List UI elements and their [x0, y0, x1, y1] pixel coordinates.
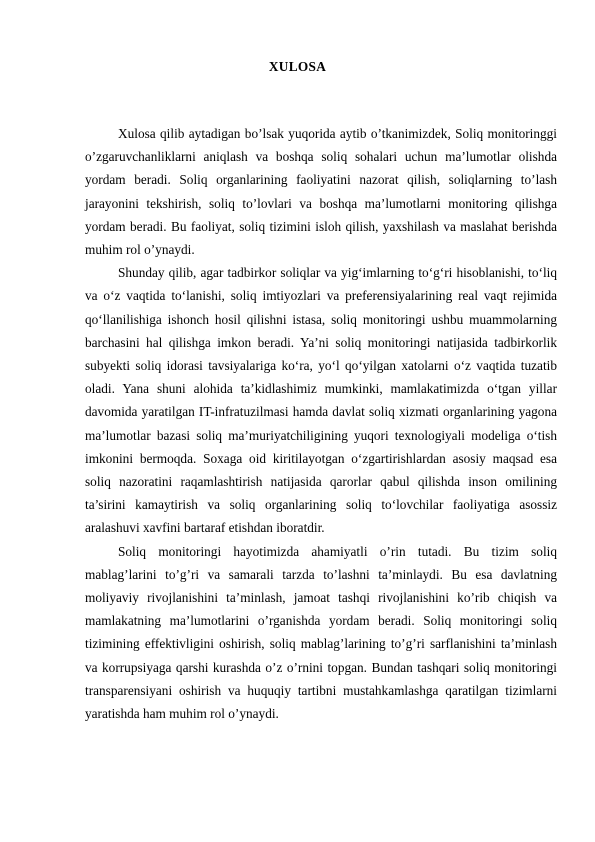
- paragraph-2: Shunday qilib, agar tadbirkor soliqlar va yig‘imlarning to‘g‘ri hisoblanishi, to‘liq va o‘z vaqtida to‘lanishi, soliq imtiyozlari va preferensiyalarining real vaqt rejimida qo‘llanilishiga ishonch hosil qilishni istasa, soliq monitoringi ushbu muammolarning barchasini hal qilishga imkon beradi. Ya’ni soliq monitoringi natijasida tadbirkorlik subyekti soliq idorasi tavsiyalariga ko‘ra, yo‘l qo‘yilgan xatolarni o‘z vaqtida tuzatib oladi. Yana shuni alohida ta’kidlashimiz mumkinki, mamlakatimizda o‘tgan yillar davomida yaratilgan IT-infratuzilmasi hamda davlat soliq xizmati organlarining yagona ma’lumotlar bazasi soliq ma’muriyatchiligining yuqori texnologiyali modeliga o‘tish imkonini bermoqda. Soxaga oid kiritilayotgan o‘zgartirishlardan asosiy maqsad esa soliq nazoratini raqamlashtirish natijasida qarorlar qabul qilishda inson omilining ta’sirini kamaytirish va soliq organlarining soliq to‘lovchilar faoliyatiga asossiz aralashuvi xavfini bartaraf etishdan iboratdir.: [85, 265, 557, 536]
- document-body: [85, 122, 557, 725]
- page-title: XULOSA: [268, 59, 327, 74]
- paragraph-1: Xulosa qilib aytadigan bo’lsak yuqorida aytib o’tkanimizdek, Soliq monitoringgi o’zgaruvchanliklarni aniqlash va boshqa soliq sohalari uchun ma’lumotlar olishda yordam beradi. Soliq organlarining faoliyatini nazorat qilish, soliqlarning to’lash jarayonini tekshirish, soliq to’lovlari va boshqa ma’lumotlarni monitoring qilishga yordam beradi. Bu faoliyat, soliq tizimini isloh qilish, yaxshilash va maslahat berishda muhim rol o’ynaydi.: [85, 126, 557, 258]
- paragraph-3: Soliq monitoringi hayotimizda ahamiyatli o’rin tutadi. Bu tizim soliq mablag’larini to’g’ri va samarali tarzda to’lashni ta’minlaydi. Bu esa davlatning moliyaviy rivojlanishini ta’minlash, jamoat tashqi rivojlanishini ko’rib chiqish va mamlakatning ma’lumotlarini o’rganishda yordam beradi. Soliq monitoringi soliq tizimining effektivligini oshirish, soliq mablag’larining to’g’ri sarflanishini ta’minlash va korrupsiyaga qarshi kurashda o’z o’rnini topgan. Bundan tashqari soliq monitoringi transparensiyani oshirish va huquqiy tartibni mustahkamlashga qaratilgan tizimlarni yaratishda ham muhim rol o’ynaydi.: [85, 543, 557, 722]
